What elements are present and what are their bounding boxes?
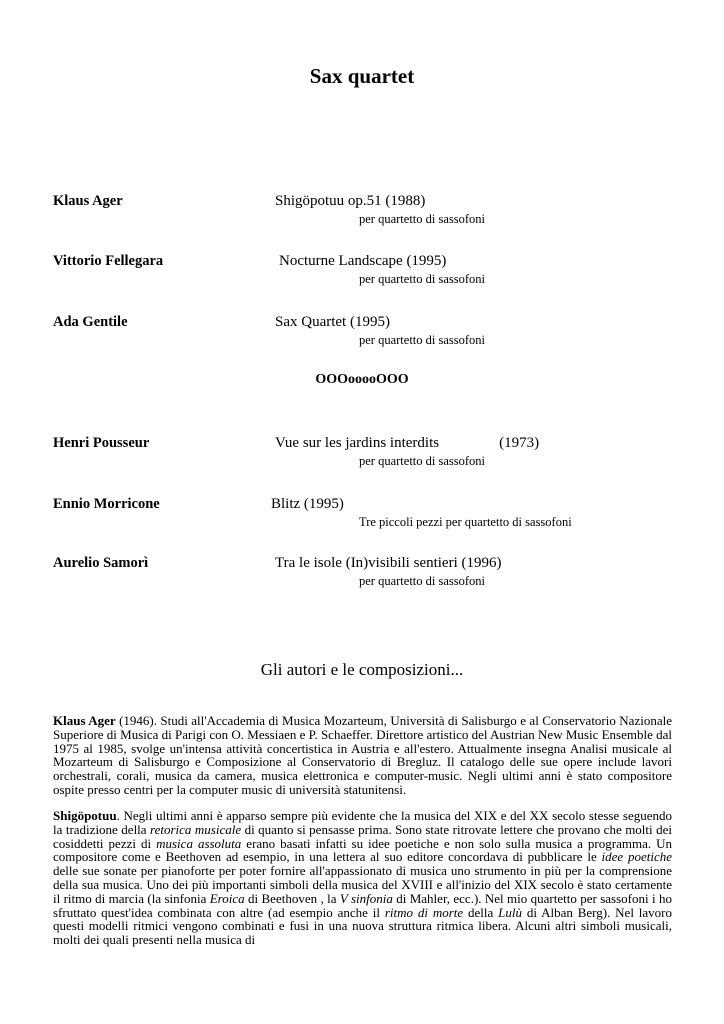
- instrumentation: per quartetto di sassofoni: [359, 454, 486, 468]
- composer-name: Ennio Morricone: [53, 496, 160, 512]
- note-italic: Lulù: [498, 904, 522, 920]
- programme-entry: [0, 435, 724, 475]
- note-text: delle sue sonate per pianoforte per poter fornire all'appassionato di musica uno strumento in più per la comprensione della sua musica. Uno dei più importanti simboli della musica del XVIII e all'inizio del XIX secolo è stato certamente il ritmo di marcia (la sinfonia: [53, 863, 672, 906]
- instrumentation: per quartetto di sassofoni: [359, 212, 486, 226]
- composer-name: Henri Pousseur: [53, 435, 150, 451]
- bio-name: Klaus Ager: [53, 713, 116, 728]
- section-heading: Gli autori e le composizioni...: [260, 660, 464, 679]
- note-text: di Beethoven , la: [244, 890, 340, 906]
- composer-name: Vittorio Fellegara: [53, 253, 164, 269]
- composer-name: Klaus Ager: [53, 193, 123, 209]
- note-text: di quanto si pensasse prima. Sono state ritrovate lettere che provano che molti dei cosiddetti pezzi di: [53, 821, 672, 851]
- note-italic: retorica musicale: [150, 821, 242, 837]
- composer-name: Aurelio Samorì: [53, 555, 149, 571]
- note-shigopotuu: [53, 809, 672, 947]
- composer-name: Ada Gentile: [53, 314, 128, 330]
- instrumentation: per quartetto di sassofoni: [359, 574, 486, 588]
- work-title: [275, 435, 539, 452]
- work-title-text: Vue sur les jardins interdits: [275, 435, 440, 451]
- bio-text: (1946). Studi all'Accademia di Musica Mozarteum, Università di Salisburgo e al Conservatorio Nazionale Superiore di Musica di Parigi con O. Messiaen e P. Schaeffer. Direttore artistico del Austrian New Music Ensemble dal 1975 al 1985, svolge un'intensa attività concertistica in Austria e all'estero. Attualmente insegna Analisi musicale al Mozarteum di Salisburgo e Composizione al Conservatorio di Bregluz. Il catalogo delle sue opere include lavori orchestrali, corali, musica da camera, musica elettronica e computer-music. Negli ultimi anni è stato compositore ospite presso centri per la computer music di università statunitensi.: [53, 713, 672, 797]
- work-title: Nocturne Landscape (1995): [279, 253, 447, 269]
- note-name: Shigöpotuu: [53, 808, 117, 823]
- programme-entry: [0, 193, 724, 233]
- instrumentation: per quartetto di sassofoni: [359, 333, 486, 347]
- note-italic: idee poetiche: [601, 849, 672, 865]
- note-text: erano basati infatti su idee poetiche e non solo sulla musica a programma. Un compositore come e Beethoven ad esempio, in una lettera al suo editore concordava di pubblicare le: [53, 835, 672, 865]
- programme-entry: [0, 314, 724, 354]
- work-title: Blitz (1995): [271, 496, 344, 512]
- note-text: di Mahler, ecc.). Nel mio quartetto per sassofoni i ho sfruttato quest'idea combinata con altre (ad esempio anche il: [53, 890, 672, 920]
- programme-entry: [0, 555, 724, 595]
- note-text: . Negli ultimi anni è apparso sempre più evidente che la musica del XIX e del XX secolo stesse seguendo la tradizione della: [53, 808, 672, 837]
- note-text: della: [463, 904, 499, 920]
- work-title: Shigöpotuu op.51 (1988): [275, 193, 426, 209]
- work-title: Sax Quartet (1995): [275, 314, 390, 330]
- page-title: Sax quartet: [309, 64, 415, 88]
- note-italic: ritmo di morte: [384, 904, 464, 920]
- note-italic: V sinfonia: [339, 890, 393, 906]
- instrumentation: Tre piccoli pezzi per quartetto di sassofoni: [359, 515, 572, 529]
- note-text: di Alban Berg). Nel lavoro questi modelli ritmici vengono combinati e fusi in una nuova struttura ritmica libera. Alcuni altri simboli musicali, molti dei quali presenti nella musica di: [53, 904, 672, 948]
- work-year: (1973): [499, 435, 540, 451]
- separator: OOOooooOOO: [315, 372, 409, 387]
- bio-klaus-ager: [53, 714, 672, 797]
- programme-entry: [0, 496, 724, 536]
- programme-entry: [0, 253, 724, 293]
- instrumentation: per quartetto di sassofoni: [359, 272, 486, 286]
- note-italic: musica assoluta: [156, 835, 242, 851]
- note-italic: Eroica: [209, 890, 245, 906]
- work-title: Tra le isole (In)visibili sentieri (1996): [275, 555, 502, 571]
